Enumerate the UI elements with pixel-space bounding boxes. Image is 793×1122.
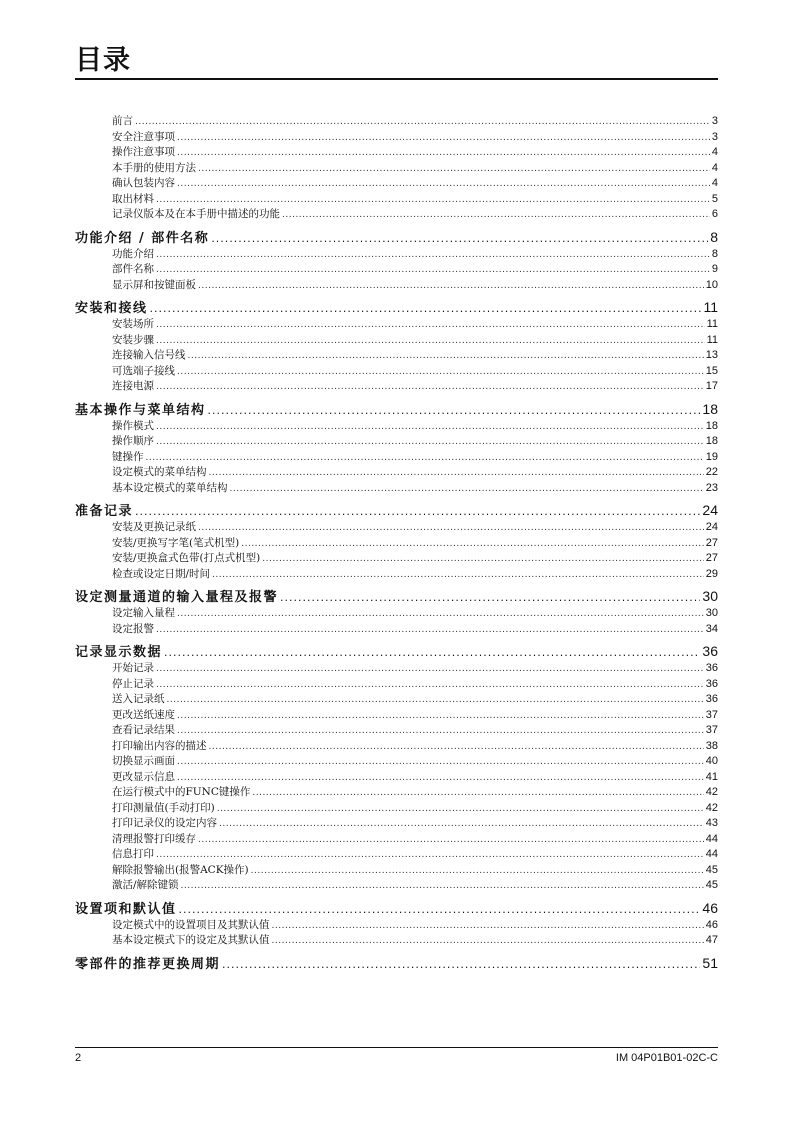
toc-section-entry[interactable] — [112, 192, 718, 208]
dot-leader — [177, 708, 704, 725]
toc-entry-label: 前言 — [112, 115, 133, 127]
toc-entry-page-number: 37 — [705, 724, 718, 736]
toc-entry-label: 开始记录 — [112, 662, 154, 674]
toc-entry-page-number: 6 — [711, 208, 718, 220]
toc-entry-page-number: 44 — [705, 848, 718, 860]
toc-entry-page-number: 15 — [705, 364, 718, 377]
toc-chapter-entry[interactable] — [75, 953, 718, 973]
toc-entry-label: 安装/更换盒式色带(打点式机型) — [112, 552, 261, 564]
toc-entry-page-number: 4 — [711, 161, 718, 174]
toc-entry-label: 操作模式 — [112, 419, 154, 432]
toc-section-entry[interactable] — [112, 551, 718, 567]
toc-entry-label: 显示屏和按键面板 — [112, 278, 196, 291]
toc-entry-page-number: 41 — [705, 770, 718, 783]
dot-leader — [181, 878, 704, 895]
toc-section-entry[interactable] — [112, 708, 718, 724]
toc-entry-page-number: 4 — [711, 146, 718, 158]
toc-chapter-entry[interactable] — [75, 898, 718, 918]
toc-entry-page-number: 11 — [706, 318, 718, 330]
toc-entry-page-number: 3 — [711, 130, 718, 143]
dot-leader — [177, 723, 704, 740]
toc-entry-label: 安装步骤 — [112, 333, 154, 346]
dot-leader — [135, 502, 700, 522]
toc-section-entry[interactable] — [112, 677, 718, 693]
toc-entry-label: 安装场所 — [112, 318, 154, 330]
toc-entry-page-number: 22 — [705, 466, 718, 478]
toc-entry-page-number: 47 — [705, 934, 718, 946]
toc-chapter-entry[interactable] — [75, 586, 718, 606]
page-title: 目录 — [75, 45, 131, 76]
toc-entry-label: 激活/解除键锁 — [112, 879, 179, 891]
toc-entry-page-number: 24 — [702, 502, 718, 518]
toc-section-entry[interactable] — [112, 520, 718, 536]
toc-entry-label: 在运行模式中的FUNC键操作 — [112, 786, 251, 798]
toc-entry-page-number: 40 — [705, 755, 718, 767]
toc-section-entry[interactable] — [112, 801, 718, 817]
toc-entry-page-number: 13 — [705, 349, 718, 361]
dot-leader — [177, 770, 704, 787]
dot-leader — [177, 754, 704, 771]
title-divider — [75, 78, 718, 80]
toc-entry-page-number: 8 — [711, 247, 718, 260]
toc-entry-label: 记录显示数据 — [75, 645, 163, 660]
toc-chapter-entry[interactable] — [75, 500, 718, 520]
toc-section-entry[interactable] — [112, 419, 718, 435]
footer-document-id: IM 04P01B01-02C-C — [615, 1052, 718, 1064]
toc-entry-page-number: 8 — [710, 228, 718, 245]
toc-entry-label: 切换显示画面 — [112, 755, 175, 767]
dot-leader — [198, 832, 704, 849]
toc-entry-page-number: 46 — [702, 899, 718, 916]
toc-entry-page-number: 42 — [705, 801, 718, 814]
toc-entry-label: 本手册的使用方法 — [112, 161, 196, 174]
toc-section-entry[interactable] — [112, 333, 718, 349]
toc-entry-page-number: 27 — [705, 536, 718, 549]
dot-leader — [135, 114, 710, 131]
toc-chapter-entry[interactable] — [75, 297, 718, 317]
toc-entry-label: 连接输入信号线 — [112, 349, 186, 361]
dot-leader — [212, 567, 704, 584]
dot-leader — [177, 606, 704, 623]
toc-entry-label: 取出材料 — [112, 192, 154, 205]
toc-entry-page-number: 36 — [705, 693, 718, 705]
dot-leader — [217, 801, 704, 818]
toc-section-entry[interactable] — [112, 933, 718, 949]
toc-entry-label: 连接电源 — [112, 380, 154, 392]
dot-leader — [209, 465, 704, 482]
toc-entry-label: 更改送纸速度 — [112, 708, 175, 721]
toc-entry-page-number: 34 — [705, 622, 718, 635]
toc-section-entry[interactable] — [112, 723, 718, 739]
dot-leader — [209, 739, 704, 756]
toc-section-entry[interactable] — [112, 847, 718, 863]
toc-section-entry[interactable] — [112, 692, 718, 708]
toc-entry-page-number: 3 — [711, 115, 718, 127]
toc-entry-label: 功能介绍 — [112, 247, 154, 260]
toc-section-entry[interactable] — [112, 130, 718, 146]
dot-leader — [164, 643, 700, 663]
dot-leader — [156, 434, 704, 451]
toc-entry-label: 设定模式的菜单结构 — [112, 466, 207, 478]
toc-section-entry[interactable] — [112, 622, 718, 638]
toc-entry-label: 操作注意事项 — [112, 146, 175, 158]
dot-leader — [222, 955, 700, 975]
toc-entry-label: 设定测量通道的输入量程及报警 — [75, 590, 279, 605]
dot-leader — [156, 247, 710, 264]
toc-entry-page-number: 45 — [705, 879, 718, 891]
dot-leader — [252, 785, 703, 802]
toc-section-entry[interactable] — [112, 918, 718, 934]
toc-entry-label: 检查或设定日期/时间 — [112, 567, 211, 580]
dot-leader — [156, 622, 704, 639]
toc-section-entry[interactable] — [112, 161, 718, 177]
toc-section-entry[interactable] — [112, 114, 718, 130]
dot-leader — [282, 207, 710, 224]
toc-section-entry[interactable] — [112, 465, 718, 481]
dot-leader — [156, 379, 704, 396]
toc-entry-label: 打印输出内容的描述 — [112, 739, 207, 752]
toc-section-entry[interactable] — [112, 661, 718, 677]
dot-leader — [156, 847, 704, 864]
toc-entry-label: 基本设定模式的菜单结构 — [112, 481, 228, 494]
toc-entry-page-number: 5 — [711, 192, 718, 205]
toc-entry-label: 基本操作与菜单结构 — [75, 402, 206, 418]
dot-leader — [198, 520, 704, 537]
toc-entry-label: 打印测量值(手动打印) — [112, 801, 215, 814]
toc-entry-label: 操作顺序 — [112, 435, 154, 447]
toc-section-entry[interactable] — [112, 278, 718, 294]
dot-leader — [156, 677, 704, 694]
dot-leader — [177, 176, 710, 193]
toc-entry-page-number: 36 — [705, 677, 718, 690]
toc-entry-page-number: 36 — [705, 662, 718, 674]
toc-section-entry[interactable] — [112, 317, 718, 333]
toc-entry-page-number: 10 — [705, 278, 718, 291]
dot-leader — [146, 450, 704, 467]
toc-entry-page-number: 37 — [705, 708, 718, 721]
toc-entry-label: 设定模式中的设置项目及其默认值 — [112, 918, 270, 931]
toc-entry-label: 基本设定模式下的设定及其默认值 — [112, 934, 270, 946]
toc-entry-page-number: 18 — [705, 435, 718, 447]
dot-leader — [272, 918, 704, 935]
toc-entry-page-number: 42 — [705, 786, 718, 798]
toc-entry-page-number: 51 — [702, 954, 718, 971]
dot-leader — [150, 299, 702, 319]
toc-section-entry[interactable] — [112, 434, 718, 450]
toc-entry-label: 零部件的推荐更换周期 — [75, 956, 221, 972]
toc-entry-label: 键操作 — [112, 450, 144, 463]
toc-chapter-entry[interactable] — [75, 641, 718, 661]
toc-entry-page-number: 38 — [705, 739, 718, 752]
toc-entry-page-number: 17 — [705, 380, 718, 392]
toc-entry-label: 记录仪版本及在本手册中描述的功能 — [112, 208, 280, 220]
toc-section-entry[interactable] — [112, 176, 718, 192]
toc-section-entry[interactable] — [112, 450, 718, 466]
toc-section-entry[interactable] — [112, 785, 718, 801]
toc-section-entry[interactable] — [112, 754, 718, 770]
toc-section-entry[interactable] — [112, 348, 718, 364]
dot-leader — [177, 364, 704, 381]
toc-entry-page-number: 45 — [705, 863, 718, 876]
toc-entry-page-number: 9 — [711, 263, 718, 275]
toc-section-entry[interactable] — [112, 247, 718, 263]
dot-leader — [156, 333, 705, 350]
toc-entry-page-number: 18 — [705, 419, 718, 432]
toc-entry-page-number: 30 — [705, 607, 718, 619]
dot-leader — [241, 536, 704, 553]
toc-section-entry[interactable] — [112, 379, 718, 395]
toc-entry-page-number: 29 — [705, 567, 718, 580]
dot-leader — [188, 348, 704, 365]
toc-entry-label: 解除报警输出(报警ACK操作) — [112, 863, 249, 876]
toc-entry-page-number: 44 — [705, 832, 718, 845]
toc-section-entry[interactable] — [112, 536, 718, 552]
toc-entry-label: 确认包装内容 — [112, 177, 175, 189]
toc-entry-label: 设定输入量程 — [112, 607, 175, 619]
toc-chapter-entry[interactable] — [75, 399, 718, 419]
toc-entry-label: 功能介绍 / 部件名称 — [75, 230, 210, 246]
toc-entry-label: 打印记录仪的设定内容 — [112, 817, 217, 829]
toc-entry-label: 查看记录结果 — [112, 724, 175, 736]
toc-entry-label: 停止记录 — [112, 677, 154, 690]
toc-section-entry[interactable] — [112, 606, 718, 622]
dot-leader — [156, 262, 710, 279]
toc-entry-page-number: 43 — [705, 817, 718, 829]
toc-section-entry[interactable] — [112, 364, 718, 380]
toc-section-entry[interactable] — [112, 770, 718, 786]
toc-section-entry[interactable] — [112, 878, 718, 894]
toc-entry-label: 安装和接线 — [75, 301, 148, 316]
dot-leader — [198, 278, 704, 295]
toc-section-entry[interactable] — [112, 832, 718, 848]
toc-section-entry[interactable] — [112, 567, 718, 583]
toc-entry-label: 安全注意事项 — [112, 130, 175, 143]
dot-leader — [211, 229, 708, 249]
dot-leader — [230, 481, 704, 498]
toc-entry-label: 安装及更换记录纸 — [112, 521, 196, 533]
toc-entry-page-number: 36 — [702, 643, 718, 659]
toc-entry-page-number: 19 — [705, 450, 718, 463]
toc-section-entry[interactable] — [112, 262, 718, 278]
toc-entry-label: 设定报警 — [112, 622, 154, 635]
dot-leader — [167, 692, 704, 709]
toc-section-entry[interactable] — [112, 145, 718, 161]
toc-entry-label: 设置项和默认值 — [75, 901, 177, 917]
toc-section-entry[interactable] — [112, 207, 718, 223]
toc-section-entry[interactable] — [112, 863, 718, 879]
dot-leader — [177, 130, 710, 147]
toc-entry-label: 送入记录纸 — [112, 693, 165, 705]
footer-page-number: 2 — [75, 1052, 82, 1064]
toc-entry-label: 清理报警打印缓存 — [112, 832, 196, 845]
toc-entry-page-number: 11 — [703, 299, 718, 315]
toc-section-entry[interactable] — [112, 739, 718, 755]
toc-entry-page-number: 18 — [702, 400, 718, 417]
dot-leader — [262, 551, 704, 568]
footer-divider — [75, 1047, 718, 1048]
toc-entry-page-number: 30 — [702, 588, 718, 604]
toc-entry-page-number: 24 — [705, 521, 718, 533]
toc-entry-label: 更改显示信息 — [112, 770, 175, 783]
dot-leader — [156, 419, 704, 436]
dot-leader — [156, 317, 705, 334]
toc-section-entry[interactable] — [112, 481, 718, 497]
dot-leader — [156, 192, 710, 209]
dot-leader — [219, 816, 704, 833]
toc-entry-page-number: 23 — [705, 481, 718, 494]
dot-leader — [208, 401, 701, 421]
toc-entry-label: 安装/更换写字笔(笔式机型) — [112, 536, 240, 549]
toc-entry-label: 信息打印 — [112, 848, 154, 860]
toc-entry-label: 准备记录 — [75, 504, 134, 519]
toc-entry-page-number: 46 — [705, 918, 718, 931]
toc-entry-page-number: 4 — [711, 177, 718, 189]
dot-leader — [156, 661, 704, 678]
toc-chapter-entry[interactable] — [75, 227, 718, 247]
dot-leader — [198, 161, 710, 178]
toc-entry-label: 部件名称 — [112, 263, 154, 275]
dot-leader — [251, 863, 704, 880]
dot-leader — [179, 900, 701, 920]
toc-entry-page-number: 11 — [706, 333, 718, 346]
toc-section-entry[interactable] — [112, 816, 718, 832]
toc-entry-page-number: 27 — [705, 552, 718, 564]
dot-leader — [280, 588, 700, 608]
toc-entry-label: 可选端子接线 — [112, 364, 175, 377]
dot-leader — [272, 933, 704, 950]
dot-leader — [177, 145, 710, 162]
